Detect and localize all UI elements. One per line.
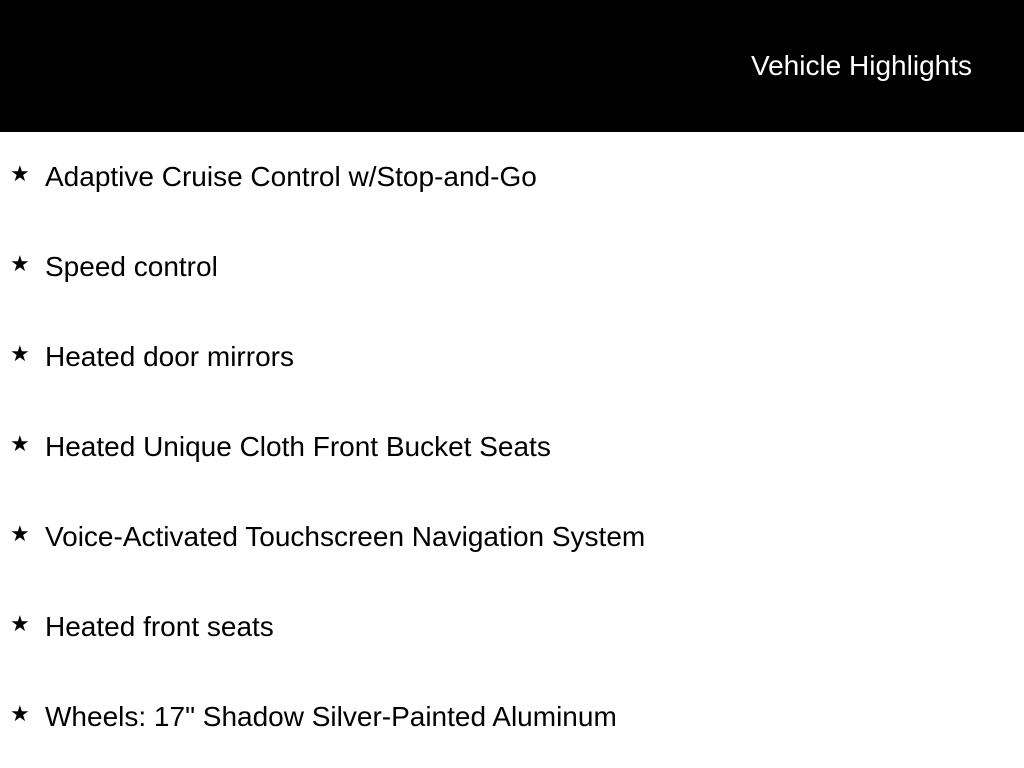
list-item xyxy=(0,132,1024,222)
star-icon: ★ xyxy=(10,521,30,546)
highlight-label: Adaptive Cruise Control w/Stop-and-Go xyxy=(45,161,537,192)
star-icon: ★ xyxy=(10,341,30,366)
list-item xyxy=(0,402,1024,492)
highlight-label: Wheels: 17" Shadow Silver-Painted Aluminum xyxy=(45,701,617,732)
star-icon: ★ xyxy=(10,251,30,276)
highlight-label: Speed control xyxy=(45,251,218,282)
star-icon: ★ xyxy=(10,161,30,186)
highlight-label: Heated front seats xyxy=(45,611,274,642)
list-item xyxy=(0,222,1024,312)
star-icon: ★ xyxy=(10,701,30,726)
highlight-label: Heated door mirrors xyxy=(45,341,294,372)
star-icon: ★ xyxy=(10,611,30,636)
list-item xyxy=(0,672,1024,762)
highlight-label: Heated Unique Cloth Front Bucket Seats xyxy=(45,431,551,462)
highlight-label: Voice-Activated Touchscreen Navigation System xyxy=(45,521,646,552)
list-item xyxy=(0,492,1024,582)
highlights-list xyxy=(0,132,1024,762)
list-item xyxy=(0,312,1024,402)
header-bar xyxy=(0,0,1024,132)
list-item xyxy=(0,582,1024,672)
page-title: Vehicle Highlights xyxy=(750,50,972,81)
star-icon: ★ xyxy=(10,431,30,456)
